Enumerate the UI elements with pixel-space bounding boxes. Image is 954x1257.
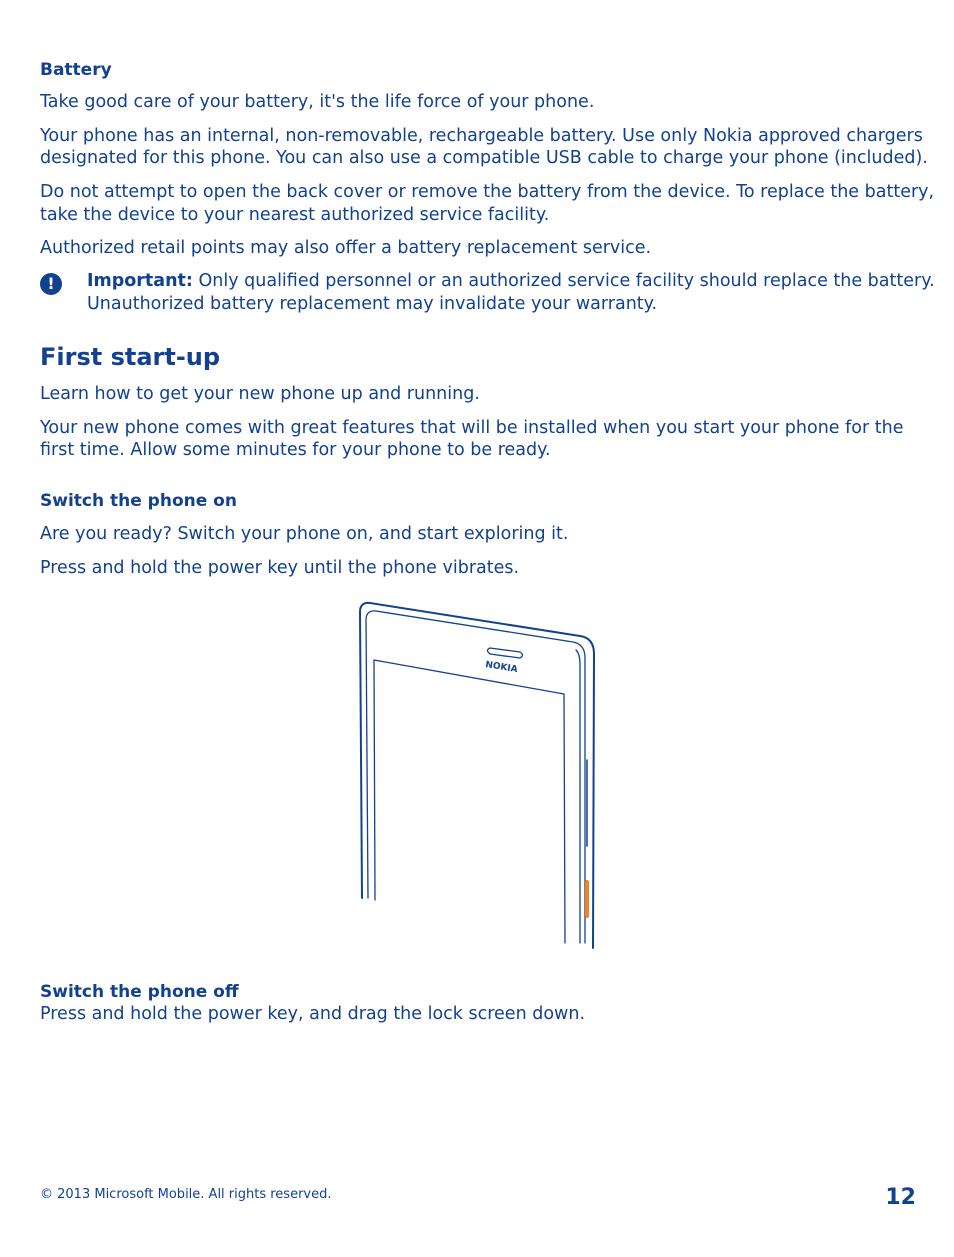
phone-screen	[374, 660, 565, 943]
battery-paragraph-1: Take good care of your battery, it's the life force of your phone.	[40, 92, 595, 112]
battery-paragraph-3-line-2: take the device to your nearest authorized service facility.	[40, 205, 550, 225]
startup-paragraph-2-line-2: first time. Allow some minutes for your phone to be ready.	[40, 440, 551, 460]
battery-paragraph-4: Authorized retail points may also offer a battery replacement service.	[40, 238, 652, 258]
phone-outer-body	[360, 603, 594, 948]
battery-heading: Battery	[40, 60, 112, 80]
switch-off-heading: Switch the phone off	[40, 982, 239, 1002]
battery-paragraph-2-line-1: Your phone has an internal, non-removable, rechargeable battery. Use only Nokia approved chargers	[40, 126, 923, 146]
phone-brand-logo: NOKIA	[484, 660, 519, 676]
phone-earpiece	[488, 648, 523, 658]
switch-on-paragraph-1: Are you ready? Switch your phone on, and start exploring it.	[40, 524, 569, 544]
copyright-footer: © 2013 Microsoft Mobile. All rights reserved.	[40, 1187, 332, 1202]
switch-off-paragraph: Press and hold the power key, and drag the lock screen down.	[40, 1004, 586, 1024]
important-icon: !	[40, 273, 62, 295]
phone-illustration	[358, 598, 603, 954]
battery-paragraph-3-line-1: Do not attempt to open the back cover or remove the battery from the device. To replace the battery,	[40, 182, 935, 202]
important-note	[87, 270, 935, 315]
phone-inner-bezel	[366, 611, 585, 943]
first-startup-heading: First start-up	[40, 343, 221, 371]
important-text-1: Only qualified personnel or an authorized service facility should replace the battery.	[192, 271, 935, 291]
phone-bezel-edge	[576, 650, 580, 943]
switch-on-heading: Switch the phone on	[40, 491, 237, 511]
startup-paragraph-1: Learn how to get your new phone up and running.	[40, 384, 480, 404]
page-number: 12	[885, 1185, 916, 1210]
startup-paragraph-2-line-1: Your new phone comes with great features that will be installed when you start your phone for the	[40, 418, 904, 438]
switch-on-paragraph-2: Press and hold the power key until the phone vibrates.	[40, 558, 520, 578]
important-label: Important:	[87, 271, 193, 291]
important-note-line-1	[87, 270, 935, 293]
important-note-line-2: Unauthorized battery replacement may invalidate your warranty.	[87, 293, 658, 314]
battery-paragraph-2-line-2: designated for this phone. You can also use a compatible USB cable to charge your phone (included).	[40, 148, 928, 168]
